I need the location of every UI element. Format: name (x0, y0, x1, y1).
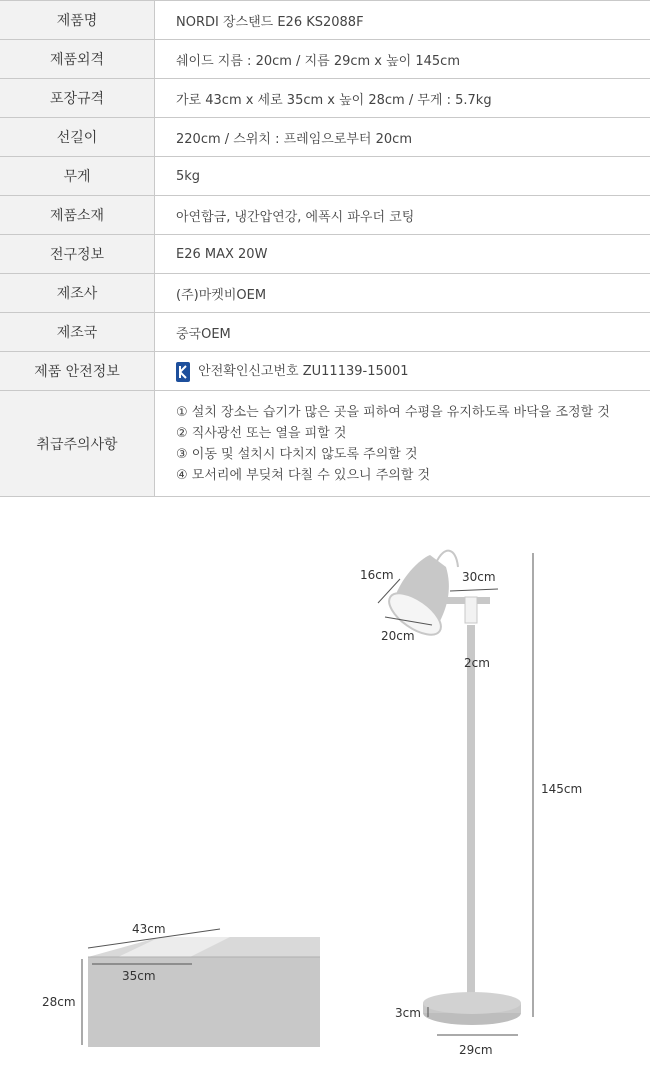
spec-label: 포장규격 (0, 79, 155, 118)
spec-value: E26 MAX 20W (155, 235, 650, 274)
spec-row (0, 157, 650, 196)
spec-label: 제품외격 (0, 40, 155, 79)
spec-value (155, 352, 650, 391)
spec-label: 취급주의사항 (0, 391, 155, 497)
spec-row-handling (0, 391, 650, 497)
spec-label: 무게 (0, 157, 155, 196)
spec-table (0, 0, 650, 497)
dimension-diagram (0, 497, 650, 1089)
handling-note: ② 직사광선 또는 열을 피할 것 (176, 423, 650, 444)
handling-note: ③ 이동 및 설치시 다치지 않도록 주의할 것 (176, 444, 650, 465)
box-depth-label: 35cm (122, 969, 156, 983)
spec-row (0, 40, 650, 79)
spec-label: 제조국 (0, 313, 155, 352)
spec-row (0, 313, 650, 352)
spec-row (0, 196, 650, 235)
handling-notes (155, 391, 650, 497)
spec-row-safety (0, 352, 650, 391)
box-width-label: 43cm (132, 922, 166, 936)
spec-value: 쉐이드 지름 : 20cm / 지름 29cm x 높이 145cm (155, 40, 650, 79)
spec-value: 아연합금, 냉간압연강, 에폭시 파우더 코팅 (155, 196, 650, 235)
safety-number: 안전확인신고번호 ZU11139-15001 (198, 364, 408, 379)
spec-label: 선길이 (0, 118, 155, 157)
spec-label: 제품 안전정보 (0, 352, 155, 391)
spec-value: (주)마켓비OEM (155, 274, 650, 313)
spec-row (0, 274, 650, 313)
lamp-height-label: 145cm (541, 782, 582, 796)
spec-label: 제품소재 (0, 196, 155, 235)
spec-label: 전구정보 (0, 235, 155, 274)
kc-certification-icon (176, 362, 190, 382)
spec-value: 가로 43cm x 세로 35cm x 높이 28cm / 무게 : 5.7kg (155, 79, 650, 118)
handling-note: ① 설치 장소는 습기가 많은 곳을 피하여 수평을 유지하도록 바닥을 조정할 것 (176, 402, 650, 423)
shade-side-label: 16cm (360, 568, 394, 582)
base-diameter-label: 29cm (459, 1043, 493, 1057)
arm-length-label: 30cm (462, 570, 496, 584)
spec-value: 5kg (155, 157, 650, 196)
box-height-label: 28cm (42, 995, 76, 1009)
spec-value: 중국OEM (155, 313, 650, 352)
base-height-label: 3cm (395, 1006, 421, 1020)
spec-row (0, 118, 650, 157)
shade-diameter-label: 20cm (381, 629, 415, 643)
lamp-illustration (378, 551, 533, 1035)
pole-label: 2cm (464, 656, 490, 670)
spec-value: 220cm / 스위치 : 프레임으로부터 20cm (155, 118, 650, 157)
box-illustration (82, 929, 320, 1047)
spec-row (0, 79, 650, 118)
spec-label: 제품명 (0, 1, 155, 40)
handling-note: ④ 모서리에 부딪쳐 다칠 수 있으니 주의할 것 (176, 465, 650, 486)
spec-row (0, 1, 650, 40)
spec-row (0, 235, 650, 274)
spec-value: NORDI 장스탠드 E26 KS2088F (155, 1, 650, 40)
spec-label: 제조사 (0, 274, 155, 313)
